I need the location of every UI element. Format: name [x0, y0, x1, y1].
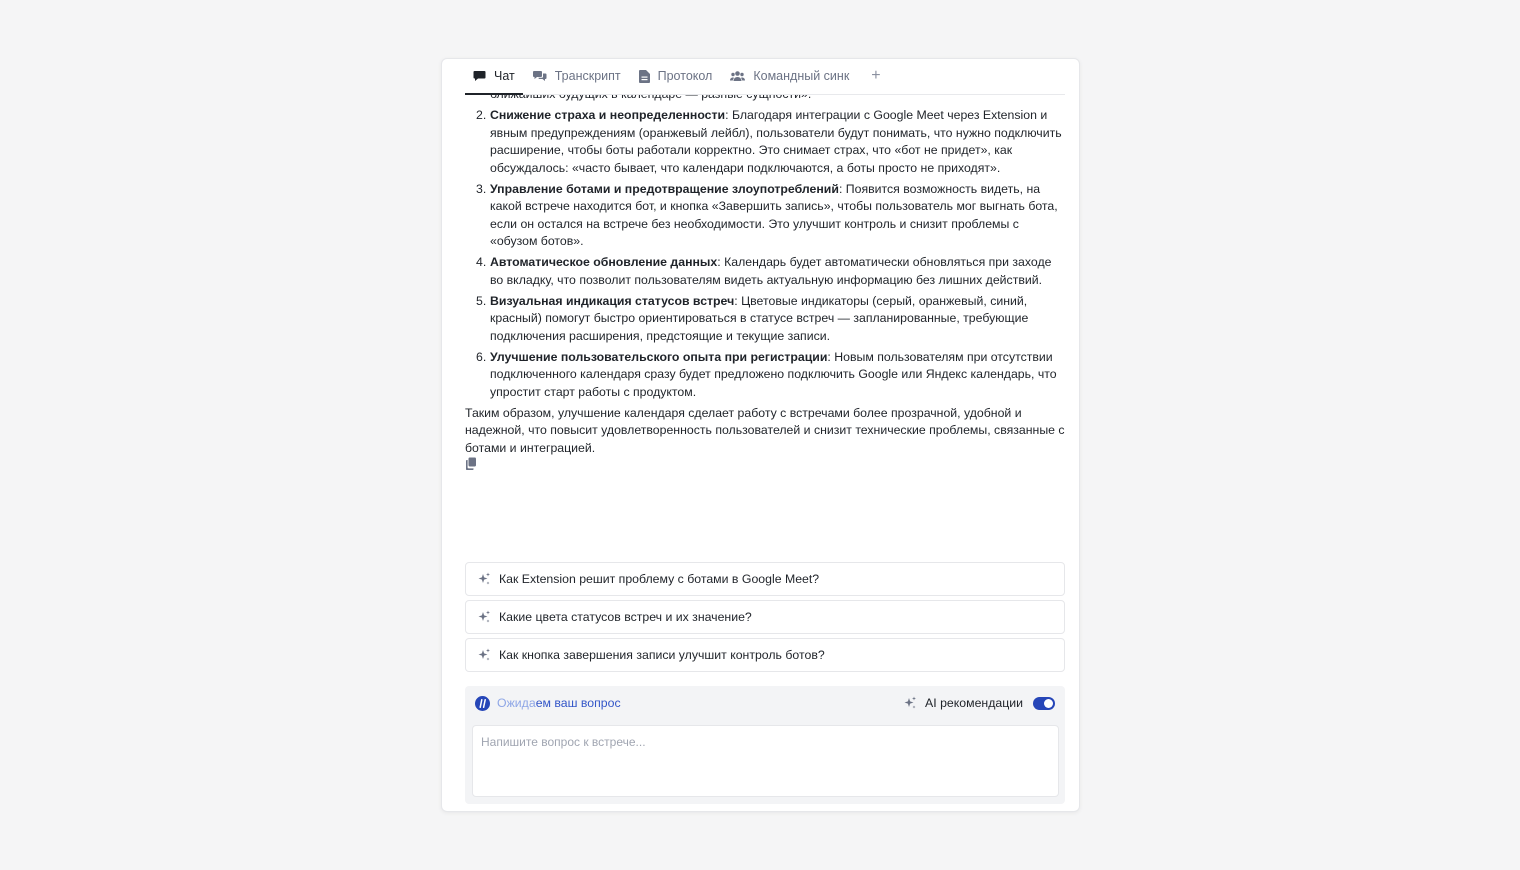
- suggestion-text: Как Extension решит проблему с ботами в Google Meet?: [499, 572, 820, 586]
- suggestion-item[interactable]: [465, 562, 1065, 596]
- list-item-number: 4.: [476, 255, 487, 269]
- plus-icon: +: [871, 67, 881, 84]
- assistant-message: [465, 95, 1065, 475]
- tab-label: Протокол: [657, 69, 713, 83]
- add-tab-button[interactable]: [859, 58, 892, 94]
- suggestion-text: Какие цвета статусов встреч и их значение?: [499, 610, 752, 624]
- suggestion-text: Как кнопка завершения записи улучшит контроль ботов?: [499, 648, 825, 662]
- list-item-title: Управление ботами и предотвращение злоупотреблений: [490, 181, 839, 196]
- users-icon: [730, 70, 745, 82]
- list-item-text: : Появится возможность видеть, на какой встрече находится бот, и кнопка «Завершить запись», чтобы пользователь мог выгнать бота, если он остался на встрече без необходимости. Это улучшит контроль и снизит проблемы с «обузом ботов».: [490, 181, 1058, 248]
- composer-header: [465, 686, 1065, 720]
- list-item-text: : Календарь будет автоматически обновляться при заходе во вкладку, что позволит пользователям видеть актуальную информацию без лишних действий.: [490, 255, 1052, 287]
- ai-recommendations-label: AI рекомендации: [925, 696, 1023, 710]
- document-icon: [639, 70, 650, 83]
- list-item-title: Визуальная индикация статусов встреч: [490, 293, 735, 308]
- list-item-title: Улучшение пользовательского опыта при регистрации: [490, 349, 828, 364]
- list-item: [476, 181, 1065, 251]
- tab-label: Чат: [494, 69, 515, 83]
- tab-bar: [465, 59, 1065, 95]
- ai-recommendations-toggle[interactable]: [1033, 697, 1055, 710]
- tab-label: Командный синк: [753, 69, 850, 83]
- sparkles-icon: [477, 648, 491, 662]
- list-item: [476, 293, 1065, 346]
- list-item: [476, 107, 1065, 177]
- list-item: [476, 254, 1065, 289]
- list-item-title: Снижение страха и неопределенности: [490, 108, 726, 122]
- suggestion-item[interactable]: [465, 600, 1065, 634]
- status-text: Ожидаем ваш вопрос: [497, 696, 621, 710]
- question-input[interactable]: [472, 725, 1059, 797]
- tab-transcript[interactable]: [525, 58, 629, 94]
- list-item-number: 3.: [476, 181, 487, 196]
- tab-chat[interactable]: [465, 58, 523, 94]
- chat-bubble-icon: [473, 70, 486, 82]
- list-item-text: : Благодаря интеграции с Google Meet через Extension и явным предупреждениям (оранжевый лейбл), пользователи будут понимать, что нужно подключить расширение, чтобы боты работали корректно. Это снимает страх, что «бот не придет», как обсуждалось: «часто бывает, что календари подключаются, а боты просто не приходят».: [490, 108, 1062, 175]
- list-item-text: : Цветовые индикаторы (серый, оранжевый, синий, красный) помогут быстро ориентироваться в статусе встреч — запланированные, требующие подключения расширения, предстоящие и текущие записи.: [490, 293, 1029, 343]
- ai-recommendations: [903, 696, 1055, 710]
- tab-protocol[interactable]: [631, 58, 721, 94]
- sparkles-icon: [903, 696, 917, 710]
- toggle-knob: [1044, 699, 1053, 708]
- suggested-questions: [465, 562, 1065, 676]
- chat-panel: [441, 58, 1080, 812]
- list-item-text: : Новым пользователям при отсутствии подключенного календаря сразу будет предложено подключить Google или Яндекс календарь, что упростит старт работы с продуктом.: [490, 349, 1057, 399]
- speech-bubbles-icon: [533, 70, 547, 82]
- list-item-number: 6.: [476, 349, 487, 364]
- list-item-number: 2.: [476, 108, 487, 122]
- status-indicator: [475, 696, 621, 711]
- answer-summary: Таким образом, улучшение календаря сделает работу с встречами более прозрачной, удобной и надежной, что повысит удовлетворенность пользователей и снизит технические проблемы, связанные с ботами и интеграцией.: [465, 405, 1065, 455]
- question-composer: [465, 686, 1065, 804]
- list-item-title: Автоматическое обновление данных: [490, 255, 718, 269]
- copy-icon: [465, 457, 477, 470]
- list-item: [476, 349, 1065, 402]
- suggestion-item[interactable]: [465, 638, 1065, 672]
- tab-label: Транскрипт: [554, 69, 621, 83]
- copy-button[interactable]: [465, 457, 479, 471]
- assistant-logo-icon: [475, 696, 490, 711]
- sparkles-icon: [477, 610, 491, 624]
- tab-team-sync[interactable]: [722, 58, 857, 94]
- answer-list: [465, 86, 1065, 401]
- list-item-number: 5.: [476, 293, 487, 308]
- sparkles-icon: [477, 572, 491, 586]
